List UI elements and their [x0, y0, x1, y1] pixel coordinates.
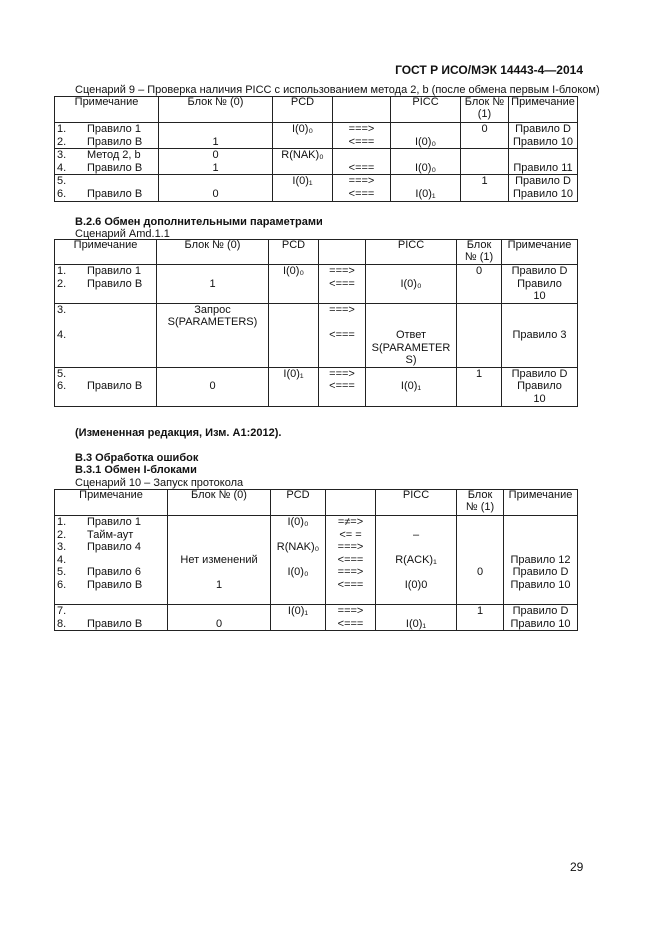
table-row-group: [55, 265, 578, 304]
picc-cell: [376, 605, 457, 631]
blk1-cell: [457, 605, 504, 631]
pcd-text: I(0)₀ R(NAK)₀ I(0)₀: [276, 516, 320, 579]
picc-cell: [376, 516, 457, 605]
blk1-cell: [457, 367, 502, 406]
pcd-text: R(NAK)₀: [281, 149, 324, 162]
note-cell: [55, 149, 159, 175]
blk0-cell: [157, 367, 269, 406]
note-cell: [55, 605, 168, 631]
blk1-text: 0: [476, 566, 484, 579]
note-text: Правило 1 Правило B: [87, 123, 143, 148]
pcd-text: I(0)₁: [292, 175, 313, 188]
note-text: Правило B: [87, 617, 143, 630]
pcd-cell: [269, 367, 319, 406]
note2-text: Правило D Правило 10: [512, 175, 574, 200]
column-header: PICC: [366, 240, 457, 265]
section-b31-title: В.3.1 Обмен I-блоками: [75, 464, 197, 476]
blk0-text: 0 1: [212, 149, 219, 174]
column-header: PCD: [273, 97, 333, 123]
table-row-group: [55, 605, 578, 631]
blk0-cell: [159, 123, 273, 149]
scenario-amd-caption: Сценарий Amd.1.1: [75, 228, 170, 240]
note2-text: Правило D Правило 10: [512, 123, 574, 148]
note2-text: Правило 12 Правило D Правило 10: [510, 553, 571, 591]
note2-cell: [502, 367, 578, 406]
note-text: Метод 2, b Правило B: [87, 149, 143, 174]
step-numbers: 3. 4.: [57, 303, 67, 341]
arr-text: =≠=> <= = ===> <=== ===> <===: [337, 516, 364, 591]
document-header: ГОСТ Р ИСО/МЭК 14443-4—2014: [395, 63, 583, 77]
picc-cell: [366, 303, 457, 367]
note2-cell: [504, 516, 578, 605]
blk1-cell: [461, 175, 509, 201]
picc-text: I(0)₀: [414, 161, 437, 174]
note-text: Правило B: [87, 187, 143, 200]
step-numbers: 5. 6.: [57, 367, 67, 393]
arr-cell: [333, 175, 391, 201]
note2-text: Правило 11: [513, 161, 573, 174]
note2-text: Правило D Правило 10: [511, 367, 568, 405]
pcd-text: I(0)₀: [282, 265, 305, 277]
picc-text: – R(ACK)₁ I(0)0: [395, 528, 437, 591]
table-row-group: [55, 516, 578, 605]
scenario-9-table: [54, 96, 578, 202]
step-numbers: 1. 2.: [57, 123, 67, 148]
table-row-group: [55, 149, 578, 175]
scenario-10-table: [54, 489, 578, 631]
arr-text: ===> <===: [329, 367, 355, 393]
note2-cell: [509, 149, 578, 175]
picc-cell: [391, 149, 461, 175]
pcd-text: I(0)₀: [291, 123, 314, 135]
column-header: [333, 97, 391, 123]
note-cell: [55, 175, 159, 201]
blk0-text: 1: [209, 277, 216, 290]
page-number: 29: [570, 860, 584, 874]
section-b26-title: В.2.6 Обмен дополнительными параметрами: [75, 216, 323, 228]
blk1-cell: [457, 303, 502, 367]
blk0-text: Запрос S(PARAMETERS): [167, 303, 258, 329]
blk0-text: 0: [212, 187, 219, 200]
blk0-text: 0: [209, 380, 216, 393]
picc-text: I(0)₁: [400, 380, 422, 393]
column-header: Блок № (1): [461, 97, 509, 123]
arr-cell: [319, 367, 366, 406]
picc-text: I(0)₁: [405, 617, 427, 630]
blk1-cell: [457, 516, 504, 605]
blk0-cell: [168, 605, 271, 631]
picc-cell: [366, 367, 457, 406]
blk0-cell: [159, 175, 273, 201]
note-text: Правило B: [87, 380, 143, 393]
picc-text: I(0)₁: [415, 187, 436, 200]
note2-cell: [509, 175, 578, 201]
scenario-amd-table: [54, 239, 578, 407]
arr-text: <===: [348, 161, 375, 174]
picc-text: I(0)₀: [400, 277, 422, 290]
note-cell: [55, 265, 157, 304]
step-numbers: 7. 8.: [57, 605, 67, 630]
blk0-cell: [159, 149, 273, 175]
blk1-text: 0: [475, 265, 483, 277]
note2-text: Правило 3: [512, 328, 567, 341]
arr-text: ===> <===: [348, 123, 375, 148]
picc-cell: [391, 175, 461, 201]
blk1-cell: [461, 149, 509, 175]
note2-text: Правило D Правило 10: [510, 605, 571, 630]
column-header: Блок № (0): [168, 490, 271, 516]
note2-cell: [504, 605, 578, 631]
table-row-group: [55, 123, 578, 149]
picc-cell: [391, 123, 461, 149]
note-text: Правило 1 Тайм-аут Правило 4 Правило 6 Правило B: [87, 516, 143, 591]
blk1-text: 0: [481, 123, 488, 135]
arr-cell: [319, 303, 366, 367]
arr-text: ===> <===: [348, 175, 375, 200]
scenario-9-caption: Сценарий 9 – Проверка наличия PICC с использованием метода 2, b (после обмена первым I-блоком): [75, 84, 600, 96]
blk0-cell: [157, 303, 269, 367]
column-header: Примечание: [55, 97, 159, 123]
pcd-cell: [269, 265, 319, 304]
arr-text: ===> <===: [329, 265, 355, 290]
step-numbers: 1. 2. 3. 4. 5. 6.: [57, 516, 67, 591]
arr-cell: [333, 123, 391, 149]
column-header: Примечание: [509, 97, 578, 123]
table-row-group: [55, 303, 578, 367]
blk1-cell: [461, 123, 509, 149]
blk0-cell: [157, 265, 269, 304]
step-numbers: 1. 2.: [57, 265, 67, 290]
column-header: Примечание: [55, 490, 168, 516]
arr-text: ===> <===: [337, 605, 364, 630]
column-header: Блок № (0): [159, 97, 273, 123]
note2-cell: [502, 303, 578, 367]
arr-cell: [326, 605, 376, 631]
arr-text: ===> <===: [329, 303, 355, 341]
column-header: Блок № (0): [157, 240, 269, 265]
column-header: PICC: [376, 490, 457, 516]
section-b3-title: В.3 Обработка ошибок: [75, 452, 199, 464]
arr-cell: [326, 516, 376, 605]
note-text: Правило 1 Правило B: [87, 265, 143, 290]
column-header: [326, 490, 376, 516]
column-header: Примечание: [504, 490, 578, 516]
arr-cell: [333, 149, 391, 175]
blk1-text: 1: [475, 367, 483, 380]
picc-text: I(0)₀: [414, 135, 437, 148]
column-header: PCD: [271, 490, 326, 516]
blk0-text: 1: [212, 135, 219, 148]
blk0-text: 0: [215, 617, 223, 630]
picc-cell: [366, 265, 457, 304]
note-cell: [55, 123, 159, 149]
blk0-cell: [168, 516, 271, 605]
pcd-text: I(0)₁: [283, 367, 304, 380]
pcd-cell: [273, 123, 333, 149]
blk1-text: 1: [481, 175, 488, 188]
pcd-text: I(0)₁: [287, 605, 309, 618]
table-row-group: [55, 175, 578, 201]
blk1-text: 1: [476, 605, 484, 618]
note2-cell: [509, 123, 578, 149]
pcd-cell: [271, 605, 326, 631]
column-header: Блок № (1): [457, 490, 504, 516]
step-numbers: 3. 4.: [57, 149, 67, 174]
column-header: Примечание: [502, 240, 578, 265]
column-header: Примечание: [55, 240, 157, 265]
note-cell: [55, 516, 168, 605]
note-cell: [55, 303, 157, 367]
note2-cell: [502, 265, 578, 304]
note-cell: [55, 367, 157, 406]
table-row-group: [55, 367, 578, 406]
column-header: Блок № (1): [457, 240, 502, 265]
pcd-cell: [269, 303, 319, 367]
pcd-cell: [273, 175, 333, 201]
pcd-cell: [271, 516, 326, 605]
column-header: PCD: [269, 240, 319, 265]
step-numbers: 5. 6.: [57, 175, 67, 200]
scenario-10-caption: Сценарий 10 – Запуск протокола: [75, 477, 244, 489]
arr-cell: [319, 265, 366, 304]
amendment-note: (Измененная редакция, Изм. А1:2012).: [75, 427, 282, 439]
blk1-cell: [457, 265, 502, 304]
column-header: [319, 240, 366, 265]
column-header: PICC: [391, 97, 461, 123]
pcd-cell: [273, 149, 333, 175]
blk0-text: Нет изменений 1: [180, 553, 258, 591]
picc-text: Ответ S(PARAMETER S): [371, 328, 451, 367]
note2-text: Правило D Правило 10: [511, 265, 568, 303]
